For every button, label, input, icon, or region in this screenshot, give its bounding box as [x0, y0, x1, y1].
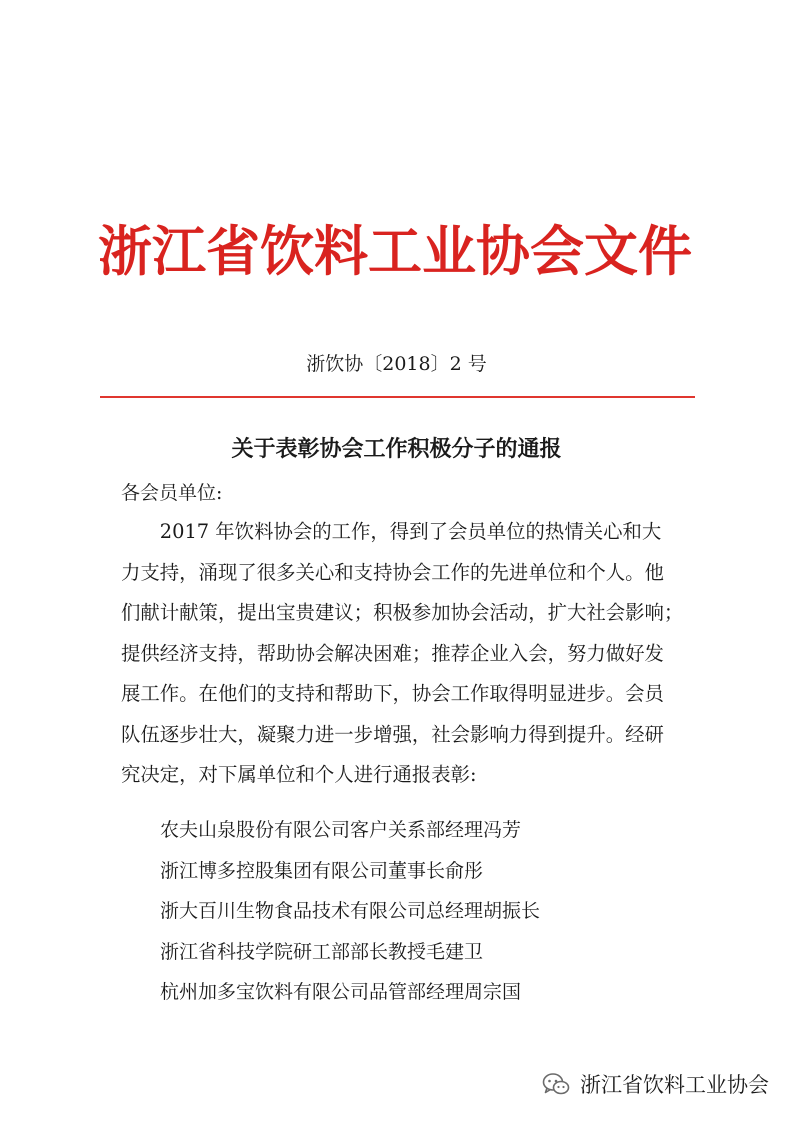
header-divider	[100, 396, 695, 398]
salutation: 各会员单位:	[121, 482, 223, 504]
notice-title: 关于表彰协会工作积极分子的通报	[231, 437, 562, 462]
honoree-item: 浙大百川生物食品技术有限公司总经理胡振长	[160, 900, 541, 922]
honoree-item: 浙江博多控股集团有限公司董事长俞彤	[160, 859, 484, 882]
body-line: 提供经济支持，帮助协会解决困难；推荐企业入会，努力做好发	[121, 641, 664, 665]
honoree-list	[160, 810, 540, 1013]
honoree-item: 农夫山泉股份有限公司客户关系部经理冯芳	[160, 819, 522, 841]
watermark-label: 浙江省饮料工业协会	[580, 1073, 769, 1097]
honoree-item: 浙江省科技学院研工部部长教授毛建卫	[160, 940, 484, 963]
body-line: 2017 年饮料协会的工作，得到了会员单位的热情关心和大	[121, 520, 662, 543]
honoree-item: 杭州加多宝饮料有限公司品管部经理周宗国	[160, 981, 522, 1003]
body-line: 队伍逐步壮大，凝聚力进一步增强，社会影响力得到提升。经研	[121, 722, 664, 746]
wechat-watermark	[542, 1066, 769, 1102]
body-line: 展工作。在他们的支持和帮助下，协会工作取得明显进步。会员	[121, 682, 664, 705]
wechat-icon	[542, 1072, 570, 1096]
body-line: 们献计献策，提出宝贵建议；积极参加协会活动，扩大社会影响；	[121, 601, 684, 624]
document-number: 浙饮协〔2018〕2 号	[306, 353, 487, 375]
notice-body	[121, 512, 684, 796]
document-header-title: 浙江省饮料工业协会文件	[98, 220, 692, 283]
body-line: 力支持，涌现了很多关心和支持协会工作的先进单位和个人。他	[121, 560, 664, 584]
body-line: 究决定，对下属单位和个人进行通报表彰:	[121, 763, 477, 786]
